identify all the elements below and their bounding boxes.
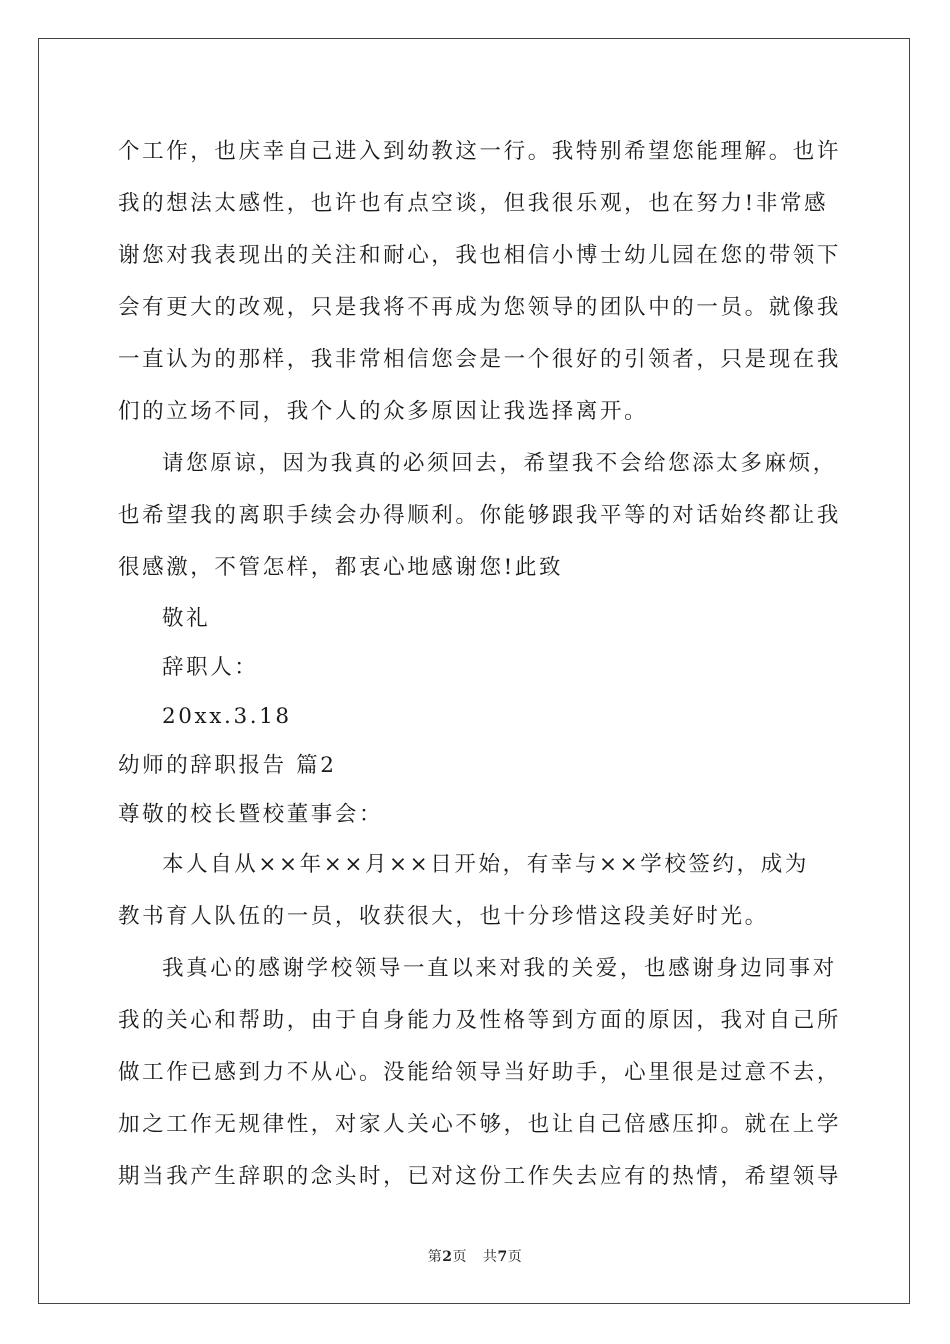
paragraph-line: 请您原谅，因为我真的必须回去，希望我不会给您添太多麻烦，: [162, 451, 837, 476]
document-body: [118, 126, 842, 1203]
total-label-prefix: 共: [483, 1249, 498, 1265]
section-heading: 幼师的辞职报告 篇2: [118, 753, 337, 778]
paragraph-line: 谢您对我表现出的关注和耐心，我也相信小博士幼儿园在您的带领下: [118, 243, 842, 268]
paragraph-line: 我的想法太感性，也许也有点空谈，但我很乐观，也在努力!非常感: [118, 191, 829, 216]
paragraph-line: 做工作已感到力不从心。没能给领导当好助手，心里很是过意不去，: [118, 1060, 842, 1085]
page-label-prefix: 第: [427, 1249, 443, 1265]
current-page-number: 2: [442, 1249, 453, 1265]
total-label-suffix: 页: [507, 1249, 523, 1265]
paragraph-line: 们的立场不同，我个人的众多原因让我选择离开。: [118, 399, 649, 424]
paragraph-line: 会有更大的改观，只是我将不再成为您领导的团队中的一员。就像我: [118, 295, 842, 320]
paragraph-line: 期当我产生辞职的念头时，已对这份工作失去应有的热情，希望领导: [118, 1164, 842, 1189]
paragraph-line: 教书育人队伍的一员，收获很大，也十分珍惜这段美好时光。: [118, 904, 769, 929]
paragraph-line: 个工作，也庆幸自己进入到幼教这一行。我特别希望您能理解。也许: [118, 139, 842, 164]
letter-greeting: 尊敬的校长暨校董事会：: [118, 802, 384, 827]
paragraph-line: 我真心的感谢学校领导一直以来对我的关爱，也感谢身边同事对: [162, 956, 837, 981]
total-page-count: 7: [497, 1249, 508, 1265]
paragraph-line: 很感激，不管怎样，都衷心地感谢您!此致: [118, 555, 564, 580]
page-footer: [0, 1246, 950, 1266]
paragraph-line: 本人自从××年××月××日开始，有幸与××学校签约，成为: [162, 852, 809, 877]
paragraph-line: 一直认为的那样，我非常相信您会是一个很好的引领者，只是现在我: [118, 347, 842, 372]
page-label-suffix: 页: [452, 1249, 467, 1265]
paragraph-line: 也希望我的离职手续会办得顺利。你能够跟我平等的对话始终都让我: [118, 503, 842, 528]
paragraph-line: 加之工作无规律性，对家人关心不够，也让自己倍感压抑。就在上学: [118, 1112, 842, 1137]
letter-date: 20xx.3.18: [162, 704, 292, 729]
closing-salutation: 敬礼: [162, 606, 211, 631]
signature-label: 辞职人：: [162, 655, 259, 680]
paragraph-line: 我的关心和帮助，由于自身能力及性格等到方面的原因，我对自己所: [118, 1008, 842, 1033]
